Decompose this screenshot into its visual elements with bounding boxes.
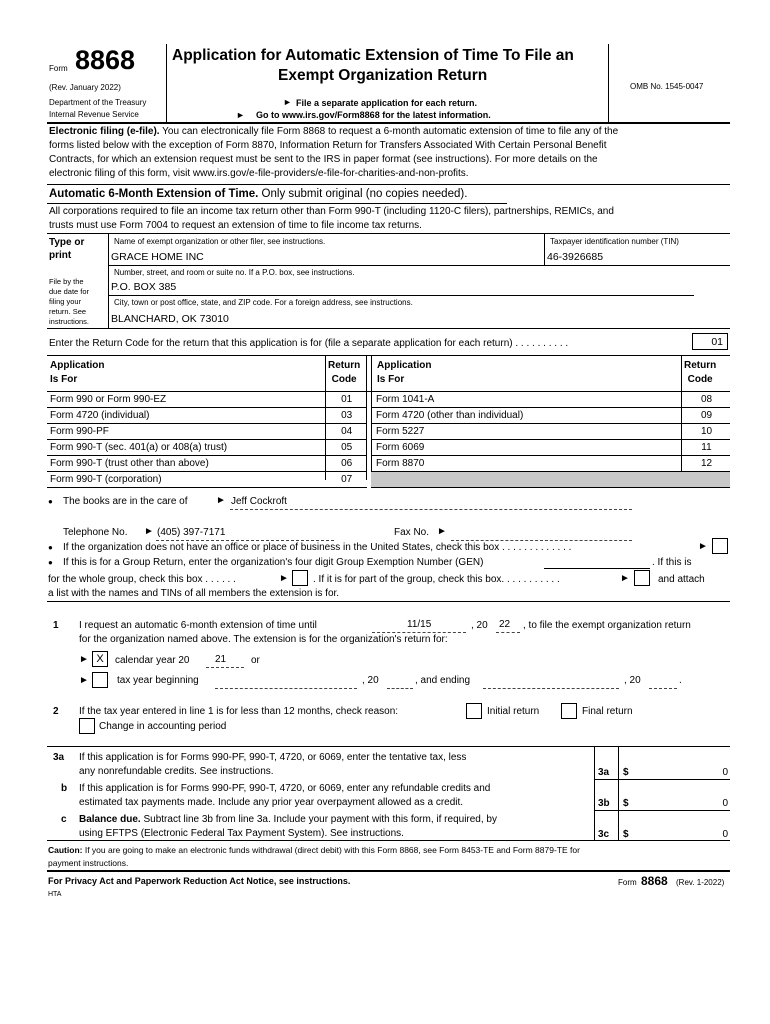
bullet-icon: ● bbox=[48, 497, 53, 506]
org-name-field[interactable]: GRACE HOME INC bbox=[111, 251, 204, 263]
hta-label: HTA bbox=[48, 891, 62, 898]
org-name-label: Name of exempt organization or other filer, see instructions. bbox=[114, 237, 326, 246]
arrow-icon: ► bbox=[236, 110, 245, 120]
table-row: Form 990-PF 04 bbox=[47, 424, 367, 440]
line-3a-label: 3a bbox=[598, 767, 610, 778]
tin-field[interactable]: 46-3926685 bbox=[547, 251, 604, 263]
line-1-text-c: , to file the exempt organization return bbox=[523, 620, 691, 631]
table-row: Form 990-T (sec. 401(a) or 408(a) trust) 05 bbox=[47, 440, 367, 456]
fax-label: Fax No. bbox=[394, 527, 430, 538]
group-whole-checkbox[interactable] bbox=[292, 570, 308, 586]
table-right bbox=[371, 392, 730, 488]
line-1-number: 1 bbox=[53, 620, 59, 631]
group-list-text: a list with the names and TINs of all members the extension is for. bbox=[48, 588, 340, 599]
dollar-sign: $ bbox=[623, 798, 629, 809]
form-title-line2: Exempt Organization Return bbox=[278, 67, 488, 84]
tax-year-ending: , and ending bbox=[415, 675, 471, 686]
refundable-credits-field[interactable]: 0 bbox=[722, 798, 728, 809]
table-row: Form 5227 10 bbox=[371, 424, 730, 440]
final-return-label: Final return bbox=[582, 706, 633, 717]
return-code-field[interactable]: 01 bbox=[692, 333, 728, 350]
return-code-prompt: Enter the Return Code for the return that this application is for (file a separate application for each return) . . . . . . . . . . bbox=[49, 338, 569, 349]
change-accounting-label: Change in accounting period bbox=[99, 721, 227, 732]
line-3b-label: 3b bbox=[598, 798, 610, 809]
footer-form-word: Form bbox=[618, 878, 637, 887]
col-application-right: Application Is For bbox=[377, 360, 432, 385]
efile-paragraph-line1: Electronic filing (e-file). You can electronically file Form 8868 to request a 6-month automatic extension of time to file any of the bbox=[49, 126, 619, 137]
line-2-number: 2 bbox=[53, 706, 59, 717]
footer-revision: (Rev. 1-2022) bbox=[676, 878, 725, 887]
revision-date: (Rev. January 2022) bbox=[49, 83, 121, 92]
extension-date-field[interactable]: 11/15 bbox=[407, 619, 432, 630]
street-label: Number, street, and room or suite no. If a P.O. box, see instructions. bbox=[114, 268, 355, 277]
balance-due-field[interactable]: 0 bbox=[722, 829, 728, 840]
col-return-code-right: Return Code bbox=[684, 360, 717, 385]
line-3b-number: b bbox=[61, 783, 68, 794]
final-return-checkbox[interactable] bbox=[561, 703, 577, 719]
efile-paragraph-line3: Contracts, for which an extension request must be sent to the IRS in paper format (see instructions). For more details on the bbox=[49, 154, 598, 165]
no-office-checkbox[interactable] bbox=[712, 538, 728, 554]
tentative-tax-field[interactable]: 0 bbox=[722, 767, 728, 778]
form-title-line1: Application for Automatic Extension of Time To File an bbox=[172, 47, 574, 64]
table-row-shaded bbox=[371, 472, 730, 488]
line-3b-text1: If this application is for Forms 990-PF, 990-T, 4720, or 6069, enter any refundable credits and bbox=[79, 783, 491, 794]
change-accounting-checkbox[interactable] bbox=[79, 718, 95, 734]
type-or-label: Type or bbox=[49, 237, 85, 248]
initial-return-checkbox[interactable] bbox=[466, 703, 482, 719]
col-application-left: Application Is For bbox=[50, 360, 105, 385]
form-word: Form bbox=[49, 64, 68, 73]
auto-paragraph-line2: trusts must use Form 7004 to request an extension of time to file income tax returns. bbox=[49, 220, 422, 231]
arrow-icon: ► bbox=[437, 526, 447, 537]
line-3a-text2: any nonrefundable credits. See instructions. bbox=[79, 766, 274, 777]
table-row: Form 990 or Form 990-EZ 01 bbox=[47, 392, 367, 408]
table-row: Form 6069 11 bbox=[371, 440, 730, 456]
omb-number: OMB No. 1545-0047 bbox=[630, 82, 704, 91]
group-attach-text: and attach bbox=[658, 574, 705, 585]
tax-year-20b: , 20 bbox=[624, 675, 641, 686]
calendar-year-field[interactable]: 21 bbox=[215, 654, 227, 665]
calendar-year-checkbox[interactable]: X bbox=[92, 651, 108, 667]
calendar-year-label: calendar year 20 bbox=[115, 655, 190, 666]
auto-paragraph-line1: All corporations required to file an income tax return other than Form 990-T (including 1120-C filers), partnerships, REMICs, and bbox=[49, 206, 614, 217]
arrow-icon: ► bbox=[79, 675, 89, 686]
city-field[interactable]: BLANCHARD, OK 73010 bbox=[111, 313, 229, 325]
group-gen-text: If this is for a Group Return, enter the organization's four digit Group Exemption Number (GEN) bbox=[63, 557, 484, 568]
table-row: Form 4720 (individual) 03 bbox=[47, 408, 367, 424]
telephone-label: Telephone No. bbox=[63, 527, 128, 538]
auto-extension-heading: Automatic 6-Month Extension of Time. Only submit original (no copies needed). bbox=[49, 188, 468, 200]
col-return-code-left: Return Code bbox=[328, 360, 361, 385]
table-row: Form 990-T (trust other than above) 06 bbox=[47, 456, 367, 472]
line-2-text: If the tax year entered in line 1 is for less than 12 months, check reason: bbox=[79, 706, 399, 717]
caution-line1: Caution: If you are going to make an electronic funds withdrawal (direct debit) with this Form 8868, see Form 8453-TE and Form 8879-TE for bbox=[48, 845, 580, 855]
tax-year-dot: . bbox=[679, 675, 682, 686]
group-part-text: . If it is for part of the group, check this box. . . . . . . . . . . bbox=[313, 574, 560, 585]
dollar-sign: $ bbox=[623, 767, 629, 778]
no-office-text: If the organization does not have an office or place of business in the United States, check this box . . . . . . . . . . . . . bbox=[63, 542, 572, 553]
arrow-icon: ► bbox=[698, 541, 708, 552]
line-3a-text1: If this application is for Forms 990-PF, 990-T, 4720, or 6069, enter the tentative tax, less bbox=[79, 752, 467, 763]
books-care-label: The books are in the care of bbox=[63, 496, 188, 507]
table-row: Form 8870 12 bbox=[371, 456, 730, 472]
extension-year-field[interactable]: 22 bbox=[499, 619, 511, 630]
line-1-20: , 20 bbox=[471, 620, 488, 631]
line-1-text-d: for the organization named above. The extension is for the organization's return for: bbox=[79, 634, 448, 645]
tax-year-label: tax year beginning bbox=[117, 675, 199, 686]
street-field[interactable]: P.O. BOX 385 bbox=[111, 281, 177, 293]
city-label: City, town or post office, state, and ZIP code. For a foreign address, see instructions. bbox=[114, 298, 413, 307]
table-left bbox=[47, 392, 367, 488]
line-3c-text1: Balance due. Subtract line 3b from line 3a. Include your payment with this form, if required, by bbox=[79, 814, 497, 825]
table-row: Form 990-T (corporation) 07 bbox=[47, 472, 367, 488]
dept-treasury: Department of the Treasury bbox=[49, 98, 147, 107]
efile-paragraph-line4: electronic filing of this form, visit www.irs.gov/e-file-providers/e-file-for-charities-and-non-profits. bbox=[49, 168, 469, 179]
group-part-checkbox[interactable] bbox=[634, 570, 650, 586]
caution-line2: payment instructions. bbox=[48, 858, 129, 868]
arrow-icon: ► bbox=[620, 573, 630, 584]
tin-label: Taxpayer identification number (TIN) bbox=[550, 237, 679, 246]
dept-irs: Internal Revenue Service bbox=[49, 110, 139, 119]
efile-paragraph-line2: forms listed below with the exception of Form 8870, Information Return for Transfers Associated With Certain Personal Benefit bbox=[49, 140, 607, 151]
form-number: 8868 bbox=[75, 45, 136, 75]
arrow-icon: ► bbox=[144, 526, 154, 537]
arrow-icon: ► bbox=[79, 654, 89, 665]
instruction-separate: File a separate application for each return. bbox=[296, 98, 478, 108]
telephone-field[interactable]: (405) 397-7171 bbox=[157, 527, 226, 538]
print-label: print bbox=[49, 250, 72, 261]
bullet-icon: ● bbox=[48, 543, 53, 552]
table-row: Form 1041-A 08 bbox=[371, 392, 730, 408]
books-care-field[interactable]: Jeff Cockroft bbox=[231, 496, 287, 507]
initial-return-label: Initial return bbox=[487, 706, 540, 717]
arrow-icon: ► bbox=[283, 97, 292, 107]
group-gen-end: . If this is bbox=[652, 557, 692, 568]
side-note: File by the due date for filing your return. See instructions. bbox=[49, 277, 90, 326]
calendar-or: or bbox=[251, 655, 260, 666]
arrow-icon: ► bbox=[216, 495, 226, 506]
dollar-sign: $ bbox=[623, 829, 629, 840]
arrow-icon: ► bbox=[279, 573, 289, 584]
group-whole-text: for the whole group, check this box . . . . . . bbox=[48, 574, 236, 585]
privacy-notice: For Privacy Act and Paperwork Reduction Act Notice, see instructions. bbox=[48, 876, 351, 886]
line-3c-number: c bbox=[61, 814, 67, 825]
line-3b-text2: estimated tax payments made. Include any prior year overpayment allowed as a credit. bbox=[79, 797, 464, 808]
tax-year-checkbox[interactable] bbox=[92, 672, 108, 688]
line-1-text: I request an automatic 6-month extension of time until bbox=[79, 620, 317, 631]
tax-year-20a: , 20 bbox=[362, 675, 379, 686]
bullet-icon: ● bbox=[48, 558, 53, 567]
line-3c-text2: using EFTPS (Electronic Federal Tax Payment System). See instructions. bbox=[79, 828, 404, 839]
table-row: Form 4720 (other than individual) 09 bbox=[371, 408, 730, 424]
line-3a-number: 3a bbox=[53, 752, 65, 763]
footer-form-number: 8868 bbox=[641, 874, 668, 888]
line-3c-label: 3c bbox=[598, 829, 610, 840]
instruction-website: Go to www.irs.gov/Form8868 for the latest information. bbox=[256, 110, 491, 120]
